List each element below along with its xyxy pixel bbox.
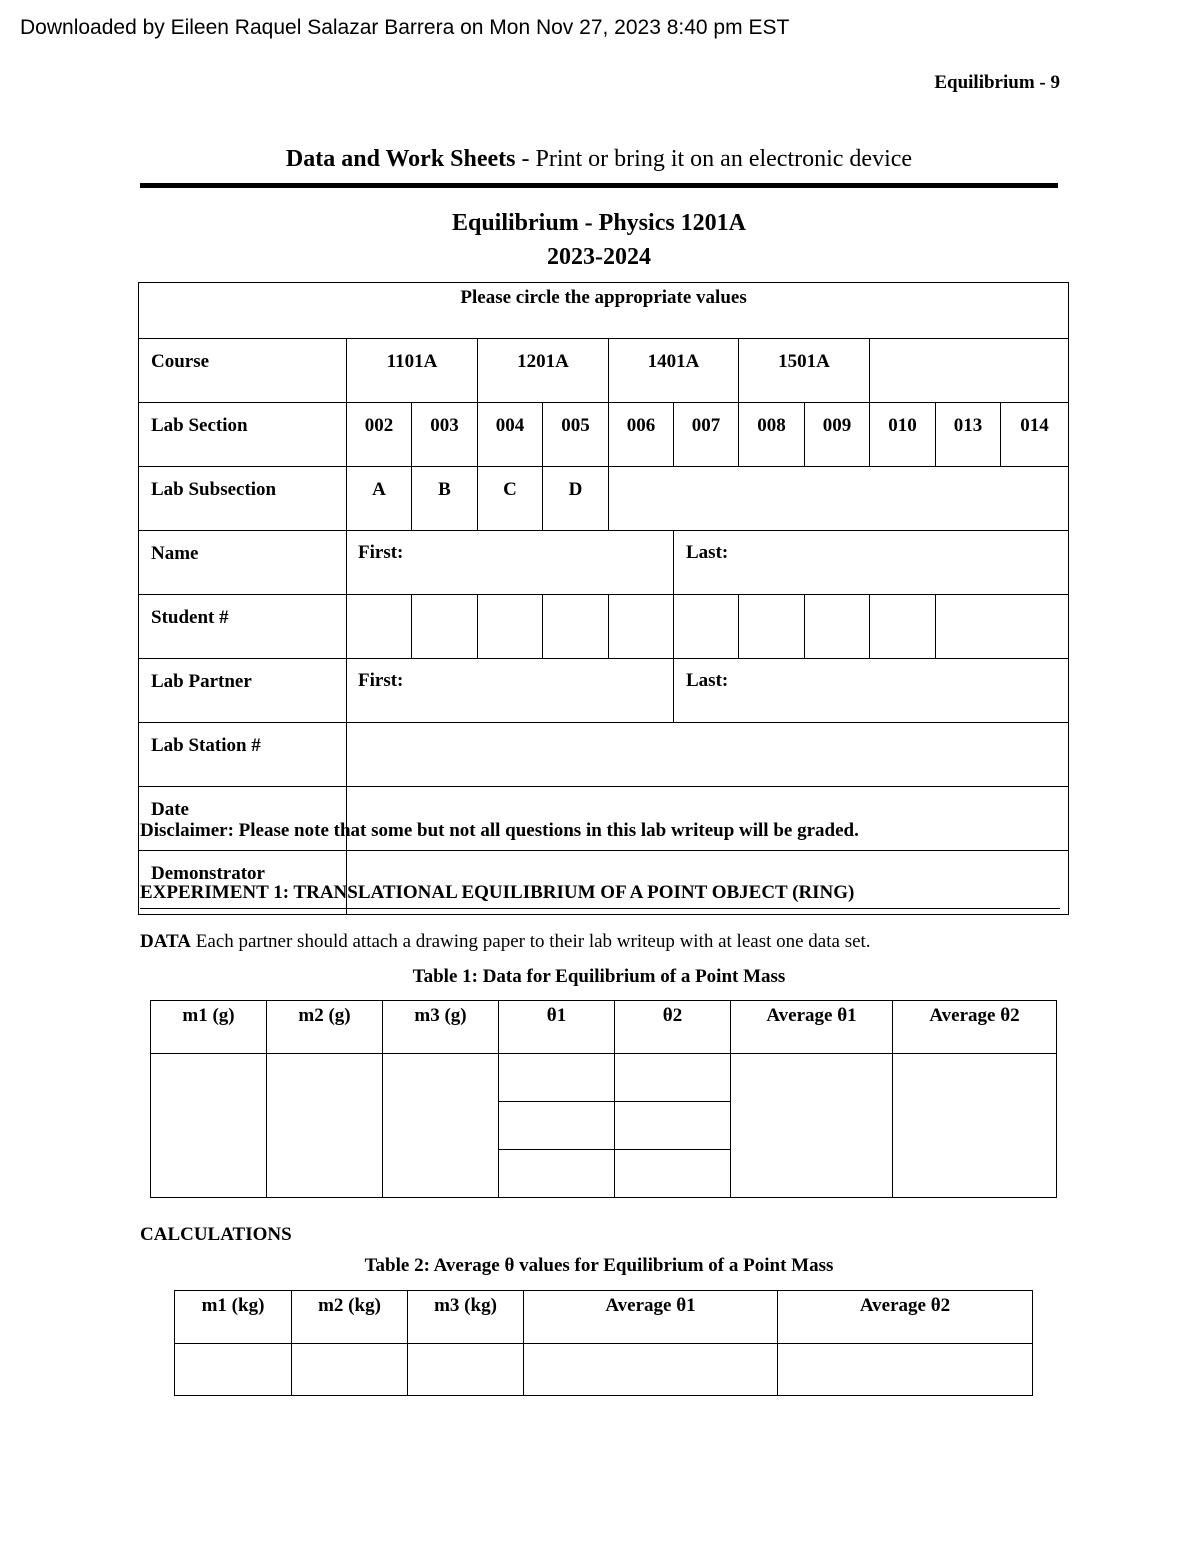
sheet-heading <box>140 146 1058 173</box>
student-digit-box[interactable] <box>412 595 478 659</box>
table1 <box>150 1000 1057 1198</box>
course-label: Course <box>139 339 347 403</box>
info-table-header: Please circle the appropriate values <box>139 283 1069 339</box>
table2-header: Average θ1 <box>524 1291 778 1344</box>
table1-cell-theta1[interactable] <box>499 1102 615 1150</box>
table1-cell-avg-theta2[interactable] <box>893 1054 1057 1198</box>
download-notice: Downloaded by Eileen Raquel Salazar Barrera on Mon Nov 27, 2023 8:40 pm EST <box>20 16 790 39</box>
table1-cell-theta2[interactable] <box>615 1150 731 1198</box>
section-option[interactable]: 009 <box>805 403 870 467</box>
section-option[interactable]: 002 <box>347 403 412 467</box>
subsection-option[interactable]: D <box>543 467 609 531</box>
student-digit-box[interactable] <box>478 595 543 659</box>
section-option[interactable]: 013 <box>936 403 1001 467</box>
table2-cell-m1[interactable] <box>175 1344 292 1396</box>
table1-header: θ2 <box>615 1001 731 1054</box>
experiment-heading: EXPERIMENT 1: TRANSLATIONAL EQUILIBRIUM OF A POINT OBJECT (RING) <box>140 882 1060 909</box>
table2-cell-m3[interactable] <box>408 1344 524 1396</box>
table1-cell-theta1[interactable] <box>499 1054 615 1102</box>
section-option[interactable]: 003 <box>412 403 478 467</box>
table1-header: m3 (g) <box>383 1001 499 1054</box>
section-option[interactable]: 007 <box>674 403 739 467</box>
calculations-heading: CALCULATIONS <box>140 1224 292 1245</box>
name-label: Name <box>139 531 347 595</box>
student-digit-box[interactable] <box>739 595 805 659</box>
page-header: Equilibrium - 9 <box>934 72 1060 93</box>
student-digit-box[interactable] <box>936 595 1069 659</box>
student-digit-box[interactable] <box>674 595 739 659</box>
subsection-blank <box>609 467 1069 531</box>
table1-cell-avg-theta1[interactable] <box>731 1054 893 1198</box>
demonstrator-label: Demonstrator <box>139 851 347 915</box>
course-option[interactable]: 1501A <box>739 339 870 403</box>
name-last-field[interactable]: Last: <box>674 531 1069 595</box>
student-digit-box[interactable] <box>609 595 674 659</box>
table2 <box>174 1290 1033 1396</box>
subsection-option[interactable]: C <box>478 467 543 531</box>
table1-header: Average θ2 <box>893 1001 1057 1054</box>
data-label: DATA <box>140 931 192 952</box>
table1-cell-m1[interactable] <box>151 1054 267 1198</box>
table1-cell-theta2[interactable] <box>615 1102 731 1150</box>
lab-station-field[interactable] <box>347 723 1069 787</box>
student-digit-box[interactable] <box>870 595 936 659</box>
partner-last-field[interactable]: Last: <box>674 659 1069 723</box>
course-option[interactable]: 1401A <box>609 339 739 403</box>
sheet-heading-bold: Data and Work Sheets <box>285 146 516 172</box>
table1-cell-theta2[interactable] <box>615 1054 731 1102</box>
table1-cell-theta1[interactable] <box>499 1150 615 1198</box>
section-option[interactable]: 008 <box>739 403 805 467</box>
student-digit-box[interactable] <box>805 595 870 659</box>
course-option[interactable]: 1101A <box>347 339 478 403</box>
subsection-option[interactable]: A <box>347 467 412 531</box>
lab-section-label: Lab Section <box>139 403 347 467</box>
disclaimer: Disclaimer: Please note that some but not all questions in this lab writeup will be graded. <box>140 820 859 841</box>
table2-cell-avg-theta2[interactable] <box>778 1344 1033 1396</box>
table2-cell-avg-theta1[interactable] <box>524 1344 778 1396</box>
table1-header: m1 (g) <box>151 1001 267 1054</box>
heading-rule <box>140 183 1058 188</box>
page-year: 2023-2024 <box>547 244 651 270</box>
section-option[interactable]: 010 <box>870 403 936 467</box>
table2-header: m1 (kg) <box>175 1291 292 1344</box>
date-label: Date <box>139 787 347 851</box>
section-option[interactable]: 005 <box>543 403 609 467</box>
table2-header: m3 (kg) <box>408 1291 524 1344</box>
section-option[interactable]: 006 <box>609 403 674 467</box>
data-text: Each partner should attach a drawing paper to their lab writeup with at least one data set. <box>191 931 871 952</box>
table2-cell-m2[interactable] <box>292 1344 408 1396</box>
student-number-label: Student # <box>139 595 347 659</box>
student-digit-box[interactable] <box>543 595 609 659</box>
partner-first-field[interactable]: First: <box>347 659 674 723</box>
table1-cell-m3[interactable] <box>383 1054 499 1198</box>
table1-header: m2 (g) <box>267 1001 383 1054</box>
sheet-heading-rest: - Print or bring it on an electronic device <box>515 146 913 172</box>
section-option[interactable]: 004 <box>478 403 543 467</box>
course-blank <box>870 339 1069 403</box>
lab-subsection-label: Lab Subsection <box>139 467 347 531</box>
course-option[interactable]: 1201A <box>478 339 609 403</box>
lab-partner-label: Lab Partner <box>139 659 347 723</box>
table1-header: Average θ1 <box>731 1001 893 1054</box>
table1-header: θ1 <box>499 1001 615 1054</box>
table2-header: m2 (kg) <box>292 1291 408 1344</box>
lab-station-label: Lab Station # <box>139 723 347 787</box>
table2-caption: Table 2: Average θ values for Equilibrium of a Point Mass <box>364 1255 834 1276</box>
data-instructions <box>140 931 871 953</box>
student-digit-box[interactable] <box>347 595 412 659</box>
page-title: Equilibrium - Physics 1201A <box>451 210 747 236</box>
table2-header: Average θ2 <box>778 1291 1033 1344</box>
subsection-option[interactable]: B <box>412 467 478 531</box>
section-option[interactable]: 014 <box>1001 403 1069 467</box>
name-first-field[interactable]: First: <box>347 531 674 595</box>
table1-cell-m2[interactable] <box>267 1054 383 1198</box>
table1-caption: Table 1: Data for Equilibrium of a Point Mass <box>412 966 786 987</box>
